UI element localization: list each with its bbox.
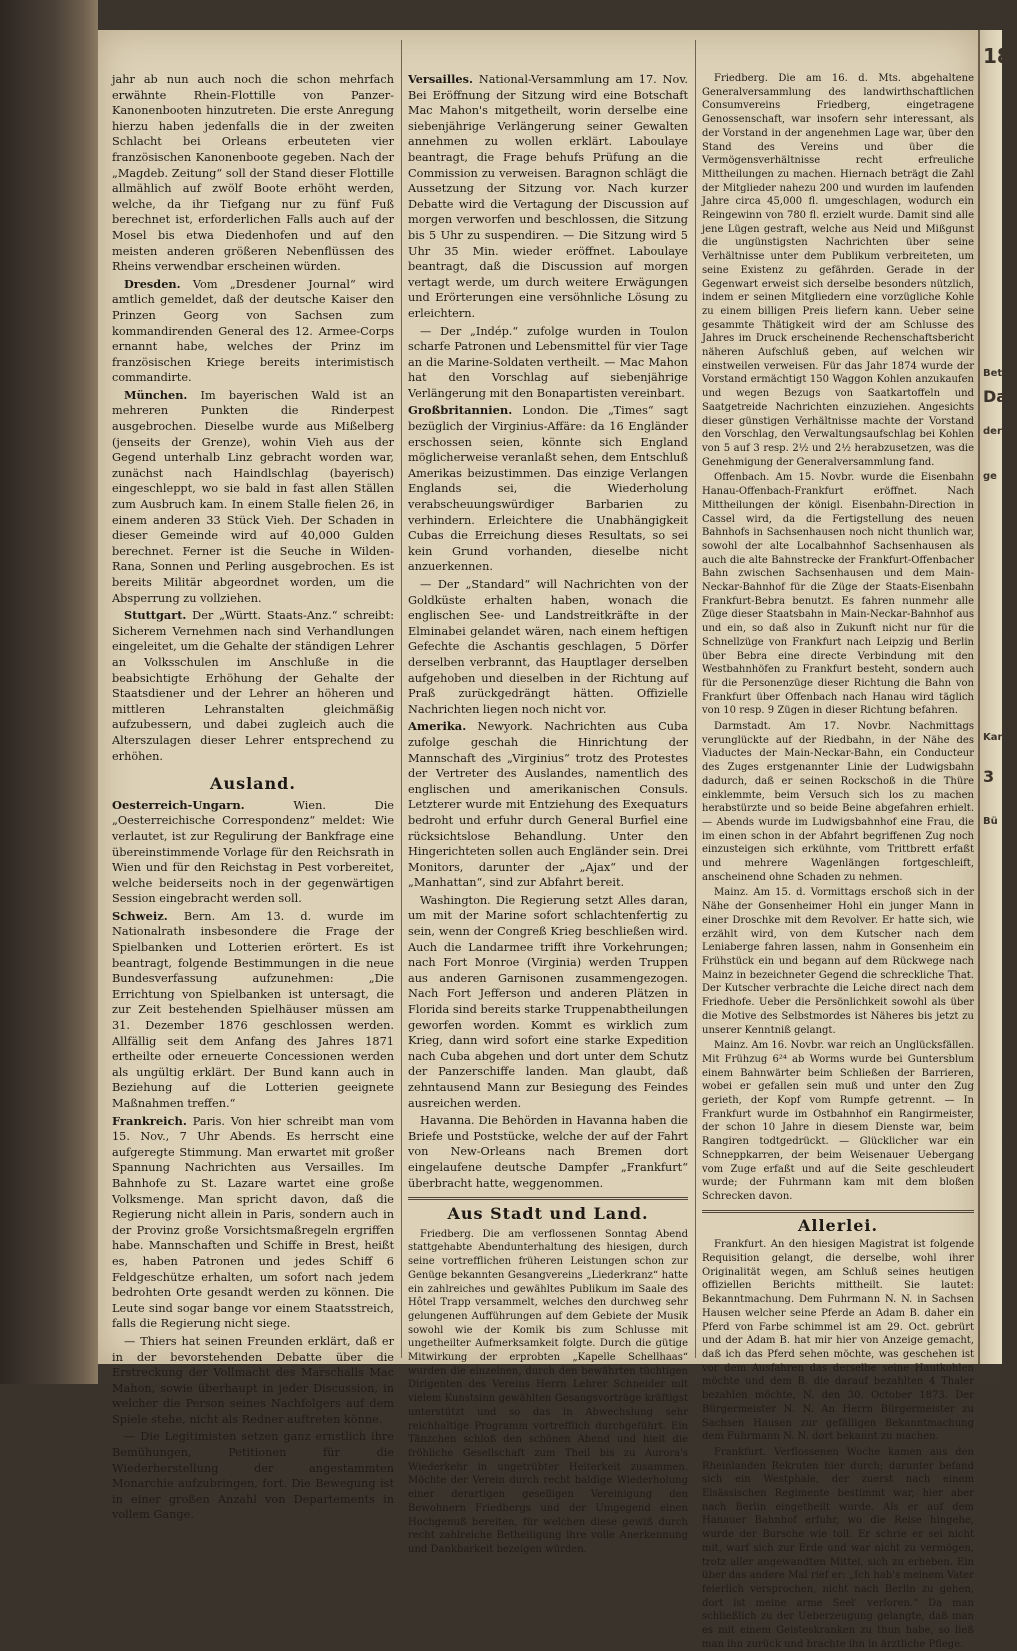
article-friedberg-liederkranz: Friedberg. Die am verflossenen Sonntag Abend stattgehabte Abendunterhaltung des hiesigen, durch seine vortrefflichen früheren Leistungen schon zur Genüge bekannten Gesangvereins „Liederkranz“ hatte ein zahlreiches und gewähltes Publikum im Saale des Hôtel Trapp versammelt, welches den durchweg sehr gelungenen Aufführungen auf dem Gebiete der Musik sowohl wie der Komik bis zum Schlusse mit ungetheilter Aufmerksamkeit folgte. Durch die gütige Mitwirkung der erprobten „Kapelle Schellhaas“ wurden die einzelnen, durch den bewährten tüchtigen Dirigenten des Vereins Herrn Lehrer Schneider mit vielem Kunstsinn gewählten Gesangsvorträge kräftigst unterstützt und so das in Abwechslung sehr reichhaltige Programm vortrefflich durchgeführt. Ein Tänzchen schloß den schönen Abend und hielt die fröhliche Gesellschaft zum Theil bis zu Aurora's Wiederkehr in ungetrübter Heiterkeit zusammen. Möchte der Verein durch recht baldige Wiederholung einer derartigen geselligen Vereinigung den Bewohnern Friedbergs und der Umgegend einen Hochgenuß bereiten, für welchen diese gewiß durch recht zahlreiche Betheiligung ihre volle Anerkennung und Dankbarkeit bezeigen würden. [408,1228,688,1555]
dateline: Dresden. [124,276,181,291]
dateline: Stuttgart. [124,608,187,623]
article-amerika [408,719,688,891]
dateline: München. [124,387,188,402]
edge-text: ge [983,471,997,482]
article-friedberg-consumverein: Friedberg. Die am 16. d. Mts. abgehaltene Generalversammlung des landwirthschaftlichen Consumvereins Friedberg, eingetragene Genossenschaft, war insofern sehr interessant, als der Vorstand in der angenehmen Lage war, über den Stand des Vereins und über die Vermögensverhältnisse recht erfreuliche Mittheilungen zu machen. Hiernach beträgt die Zahl der Mitglieder nahezu 200 und wurden im laufenden Jahre circa 45,000 fl. umgeschlagen, wodurch ein Reingewinn von 780 fl. erzielt wurde. Damit sind alle jene Lügen gestraft, welche aus Neid und Mißgunst die ungünstigsten Nachrichten über seine Verhältnisse unter dem Publikum verbreiteten, um seine Existenz zu gefährden. Gerade in der Gegenwart erweist sich derselbe besonders nützlich, indem er seinen Mitgliedern eine vorzügliche Kohle zu einem billigen Preis liefern kann. Ueber seine gesammte Thätigkeit wird der am Schlusse des Jahres im Druck erscheinende Rechenschaftsbericht näheren Aufschluß geben, auf welchen wir einstweilen verweisen. Für das Jahr 1874 wurde der Vorstand ermächtigt 150 Waggon Kohlen anzukaufen und wegen Bezugs von Saatkartoffeln und Saatgetreide Nachrichten einzuziehen. Angesichts dieser günstigen Verhältnisse machte der Vorstand den Vorschlag, den Verwaltungsaufschlag bei Kohlen von 5 auf 3 resp. 2½ und 2½ herabzusetzen, was die Genehmigung der Generalversammlung fand. [702,73,974,468]
article-stuttgart [112,608,394,764]
country-heading: Frankreich. [112,1113,187,1128]
section-heading-allerlei: Allerlei. [797,1215,879,1235]
article-frankfurt-2: Frankfurt. Verflossenen Woche kamen aus den Rheinlanden Rekruten hier durch; darunter befand sich ein Westphale, der zuerst nach einem Elsässischen Regimente bestimmt war, hier aber nach Berlin eingetheilt wurde. Als er auf dem Hanauer Bahnhof erfuhr, wo die Reise hingehe, wurde der Bursche wie toll. Er schrie er sei nicht mit, warf sich zur Erde und war nicht zu vermögen, trotz aller angewandten Mittel, sich zu erheben. Ein über das andere Mal rief er: „Ich hab's meinem Vater feierlich versprochen, nicht nach Berlin zu gehen, dort ist meine arme Seel' verloren.“ Da man schließlich zu der Ueberzeugung gelangte, daß man es mit einem Geisteskranken zu thun habe, so ließ man ihn zurück und brachte ihn in ärztliche Pflege. [702,1446,974,1650]
article-dresden [112,277,394,386]
article-thiers: — Thiers hat seinen Freunden erklärt, daß er in der bevorstehenden Debatte über die Erstreckung der Vollmacht des Marschalls Mac Mahon, sowie überhaupt in jeder Discussion, in welcher die Person seines Nachfolgers auf dem Spiele stehe, nicht als Redner auftreten könne. [112,1334,394,1426]
section-divider [702,1210,974,1213]
adjacent-page-edge [978,30,1017,1364]
article-text: Paris. Von hier schreibt man vom 15. Nov., 7 Uhr Abends. Es herrscht eine aufgeregte Stimmung. Man erwartet mit großer Spannung Nachrichten aus Versailles. Im Bahnhofe zu St. Lazare wartet eine große Volksmenge. Man spricht davon, daß die Regierung nicht allein in Paris, sondern auch in der Provinz große Vorsichtsmaßregeln ergriffen habe. Mannschaften und Schiffe in Brest, heißt es, haben Patronen und jedes Schiff 6 Feldgeschütze erhalten, um sofort nach jedem bedrohten Orte gesandt werden zu können. Die Leute sind sogar bange vor einem Staatsstreich, falls die Regierung nicht siege. [112,1114,394,1331]
column-1 [112,72,395,1522]
country-heading: Großbritannien. [408,403,513,418]
article-grossbritannien [408,403,688,575]
column-3 [702,72,974,1650]
article-text: Vom „Dresdener Journal“ wird amtlich gemeldet, daß der deutsche Kaiser den Prinzen Georg von Sachsen zum kommandirenden General des 12. Armee-Corps ernannt habe, welches der Prinz im französischen Kriege bereits interimistisch commandirte. [112,277,394,385]
article-offenbach: Offenbach. Am 15. Novbr. wurde die Eisenbahn Hanau-Offenbach-Frankfurt eröffnet. Nach Mittheilungen der königl. Eisenbahn-Direction in Cassel wird, da die Fertigstellung des neuen Bahnhofs in Sachsenhausen noch nicht thunlich war, sowohl der alte Localbahnhof Sachsenhausen als auch die alte Bahnstrecke der Frankfurt-Offenbacher Bahn zwischen Sachsenhausen und dem Main-Neckar-Bahnhof für die Züge der Staats-Eisenbahn Frankfurt-Bebra benutzt. Es fahren nunmehr alle Züge dieser Staatsbahn in Main-Neckar-Bahnhof aus und ein, so daß also in Zukunft nicht nur für die Schnellzüge von Frankfurt nach Leipzig und Berlin über Bebra eine directe Verbindung mit den Westbahnhöfen zu Frankfurt besteht, sondern auch für die Personenzüge dieser Richtung die Bahn von Frankfurt über Offenbach nach Hanau wird täglich von 10 resp. 9 Zügen in dieser Richtung befahren. [702,472,974,717]
article-standard: — Der „Standard“ will Nachrichten von der Goldküste erhalten haben, wonach die englischen See- und Landstreitkräfte in der Elminabei gelandet wären, nach einem heftigen Gefechte die Aschantis geschlagen, 5 Dörfer derselben verbrannt, das Hauptlager derselben aufgehoben und dieselben in der Richtung auf Praß zurückgedrängt hätten. Offizielle Nachrichten liegen noch nicht vor. [408,578,688,716]
article-frankreich [112,1114,394,1332]
column-rule [695,40,696,1358]
edge-text: 18 [983,44,1011,68]
article-versailles [408,72,688,322]
country-heading: Amerika. [408,719,467,734]
edge-text: Das [983,387,1017,406]
edge-text: der [983,426,1002,437]
edge-text: Bü [983,816,998,827]
edge-text: Betre [983,368,1014,379]
edge-text: 3 [983,767,995,786]
article-schweiz [112,909,394,1112]
article-legitimisten: — Die Legitimisten setzen ganz ernstlich ihre Bemühungen, Petitionen für die Wiederherstellung der angestammten Monarchie aufzubringen, fort. Die Bewegung ist in einer großen Anzahl von Departements in vollem Gange. [112,1430,394,1522]
article-muenchen [112,388,394,606]
article-darmstadt: Darmstadt. Am 17. Novbr. Nachmittags verunglückte auf der Riedbahn, in der Nähe des Viaductes der Main-Neckar-Bahn, ein Conducteur des Zuges erstgenannter Linie der Ludwigsbahn dadurch, daß er seinen Rockschoß in die Thüre einklemmte, beim Versuch sich los zu machen herabstürzte und so beide Beine abgefahren erhielt. — Abends wurde im Ludwigsbahnhof eine Frau, die im einen schon in der Abfahrt begriffenen Zug noch einzusteigen sich erkühnte, vom Trittbrett erfaßt und mehrere Wagenlängen fortgeschleift, anscheinend ohne Schaden zu nehmen. [702,721,974,883]
article-mainz-2: Mainz. Am 16. Novbr. war reich an Unglücksfällen. Mit Frühzug 6²⁴ ab Worms wurde bei Guntersblum einem Bahnwärter beim Schließen der Barrieren, wobei er gefallen sein muß und unter den Zug gerieth, der Kopf vom Rumpfe getrennt. — In Frankfurt wurde im Ostbahnhof ein Rangirmeister, der schon 10 Jahre in diesem Dienste war, beim Rangiren todtgedrückt. — Glücklicher war ein Schneppkarren, der beim Weisenauer Uebergang vom Zuge erfaßt und auf die Seite geschleudert wurde; der Fuhrmann kam mit dem bloßen Schrecken davon. [702,1040,974,1202]
article-text: Wien. Die „Oesterreichische Correspondenz“ meldet: Wie verlautet, ist zur Regulirung der Bankfrage eine übereinstimmende Vorlage für den Reichsrath in Wien und für den Reichstag in Pest vorbereitet, welche beiderseits noch in der gegenwärtigen Session eingebracht werden soll. [112,798,394,906]
book-binding [0,0,98,1384]
section-heading-ausland: Ausland. [210,774,296,794]
section-divider [408,1197,688,1200]
column-2 [408,72,688,1555]
section-heading-stadt-und-land: Aus Stadt und Land. [447,1204,649,1224]
article-flottille: jahr ab nun auch noch die schon mehrfach erwähnte Rhein-Flottille von Panzer-Kanonenbooten hinzutreten. Die erste Anregung hierzu haben jedenfalls die in der zweiten Schlacht bei Orleans erbeuteten vier französischen Kanonenboote gegeben. Nach der „Magdeb. Zeitung“ soll der Stand dieser Flottille allmählich auf zwölf Boote erhöht werden, welche, da ihr Tiefgang nur zu fünf Fuß berechnet ist, erforderlichen Falls auch auf der Mosel bis etwa Diedenhofen und auf den meisten anderen größeren Nebenflüssen des Rheins verwendbar erscheinen würden. [112,73,394,274]
edge-text: Kar [983,732,1003,743]
column-rule [401,40,402,1358]
article-text: Newyork. Nachrichten aus Cuba zufolge geschah die Hinrichtung der Mannschaft des „Virginius“ trotz des Protestes der Vertreter des Auslandes, namentlich des englischen und amerikanischen Consuls. Letzterer wurde mit Entziehung des Exequaturs bedroht und erfuhr durch General Burfiel eine rücksichtslose Behandlung. Unter den Hingerichteten sollen auch Engländer sein. Drei Monitors, darunter der „Ajax“ und der „Manhattan“, sind zur Abfahrt bereit. [408,720,688,890]
article-mainz-1: Mainz. Am 15. d. Vormittags erschoß sich in der Nähe der Gonsenheimer Hohl ein junger Mann in einer Droschke mit dem Revolver. Er hatte sich, wie erzählt wird, von dem Kutscher nach dem Leniaberge fahren lassen, nahm in Gonsenheim ein Frühstück ein und begann auf dem Rückwege nach Mainz in bezeichneter Gegend die schreckliche That. Der Kutscher verbrachte die Leiche direct nach dem Friedhofe. Ueber die Persönlichkeit sowohl als über die Motive des Selbstmordes ist Näheres bis jetzt zu unserer Kenntniß gelangt. [702,887,974,1036]
article-indep: — Der „Indép.“ zufolge wurden in Toulon scharfe Patronen und Lebensmittel für vier Tage an die Marine-Soldaten vertheilt. — Mac Mahon hat den Vorschlag auf siebenjährige Verlängerung mit den Bonapartisten vereinbart. [408,324,688,400]
article-text: Bern. Am 13. d. wurde im Nationalrath insbesondere die Frage der Spielbanken und Lotterien erörtert. Es ist beantragt, folgende Bestimmungen in die neue Bundesverfassung aufzunehmen: „Die Errichtung von Spielbanken ist untersagt, die zur Zeit bestehenden Spielhäuser müssen am 31. Dezember 1876 geschlossen werden. Allfällig seit dem Anfang des Jahres 1871 ertheilte oder erneuerte Concessionen werden als ungültig erklärt. Der Bund kann auch in Beziehung auf die Lotterien geeignete Maßnahmen treffen.“ [112,909,394,1110]
country-heading: Oesterreich-Ungarn. [112,797,245,812]
country-heading: Schweiz. [112,908,168,923]
article-havanna: Havanna. Die Behörden in Havanna haben die Briefe und Poststücke, welche der auf der Fahrt von New-Orleans nach Bremen dort eingelaufene deutsche Dampfer „Frankfurt“ überbracht hatte, weggenommen. [408,1114,688,1190]
dateline: Versailles. [408,72,473,86]
article-text: Der „Württ. Staats-Anz.“ schreibt: Sicherem Vernehmen nach sind Verhandlungen eingeleitet, um die Gehalte der ständigen Lehrer an Volksschulen im Anschluße in die beabsichtigte Erhöhung der Gehalte der Staatsdiener und der Lehrer an höheren und mittleren Lehranstalten gleichmäßig aufzubessern, und dabei zugleich auch die Alterszulagen dieser Lehrer entsprechend zu erhöhen. [112,609,395,763]
article-frankfurt-1: Frankfurt. An den hiesigen Magistrat ist folgende Requisition gelangt, die derselbe, wohl ihrer Originalität wegen, am Schluß seines heutigen offiziellen Berichts mittheilt. Sie lautet: Bekanntmachung. Dem Fuhrmann N. N. in Sachsen Hausen welcher seine Pferde an Adam B. daher ein Pferd von Farbe schimmel ist am 29. Oct. gebrürt und der Adam B. hat mir hier von Anzeige gemacht, daß ich das Pferd sehen möchte, was geschehen ist vor dem Ausfahren das derselbe seine Hautkohlen möchte und dem B. die darauf bezahlten 4 Thaler bezahlen möchte, N. den 30. October 1873. Der Bürgermeister N. N. An Herrn Bürgermeister zu Sachsen Hausen zur gefälligen Bekanntmachung dem Fuhrmann N. N. dort bekannt zu machen. [702,1239,974,1443]
article-text: London. Die „Times“ sagt bezüglich der Virginius-Affäre: da 16 Engländer erschossen seien, könnte sich England möglicherweise veranlaßt sehen, dem Entschluß Amerikas beizustimmen. Das einzige Verlangen Englands sei, die Wiederholung verabscheuungswürdiger Barbarien zu verhindern. Erleichtere die Unabhängigkeit Cubas die Erreichung dieses Resultats, so sei kein Grund vorhanden, dieselbe nicht anzuerkennen. [408,404,688,574]
article-washington: Washington. Die Regierung setzt Alles daran, um mit der Marine sofort schlachtenfertig zu sein, wenn der Congreß Krieg beschließen wird. Auch die Landarmee trifft ihre Vorkehrungen; nach Fort Monroe (Virginia) werden Truppen aus anderen Garnisonen zusammengezogen. Nach Fort Jefferson und anderen Plätzen in Florida sind bereits starke Truppenabtheilungen geworfen worden. Kommt es wirklich zum Krieg, dann wird sofort eine starke Expedition nach Cuba abgehen und dort unter dem Schutz der Panzerschiffe landen. Man glaubt, daß zehntausend Mann zur Besiegung des Feindes ausreichen werden. [408,893,688,1110]
article-text: Im bayerischen Wald ist an mehreren Punkten die Rinderpest ausgebrochen. Dieselbe wurde aus Mißelberg (jenseits der Grenze), wohin Vieh aus der Gegend unterhalb Linz gebracht worden war, zunächst nach Haindlschlag (bayerisch) eingeschleppt, wo sie bald in fast allen Ställen zum Ausbruch kam. In einem Stalle fielen 26, in einem anderen 33 Stück Vieh. Der Schaden in dieser Gemeinde wird auf 40,000 Gulden berechnet. Ferner ist die Seuche in Wilden-Rana, Sonnen und Perling ausgebrochen. Es ist bereits Militär abgeordnet worden, um die Absperrung zu vollziehen. [112,388,395,605]
article-oesterreich [112,798,394,907]
article-text: National-Versammlung am 17. Nov. Bei Eröffnung der Sitzung wird eine Botschaft Mac Mahon's mitgetheilt, worin derselbe eine siebenjährige Verlängerung seiner Gewalten annehmen zu wollen erklärt. Laboulaye beantragt, die Frage behufs Prüfung an die Commission zu verweisen. Baragnon schlägt die Aussetzung der Sitzung vor. Nach kurzer Debatte wird die Vertagung der Discussion auf morgen verworfen und beschlossen, die Sitzung bis 5 Uhr zu suspendiren. — Die Sitzung wird 5 Uhr 35 Min. wieder eröffnet. Laboulaye beantragt, daß die Discussion auf morgen vertagt werde, um durch weitere Erwägungen und Erörterungen eine versöhnliche Lösung zu erleichtern. [408,73,688,320]
